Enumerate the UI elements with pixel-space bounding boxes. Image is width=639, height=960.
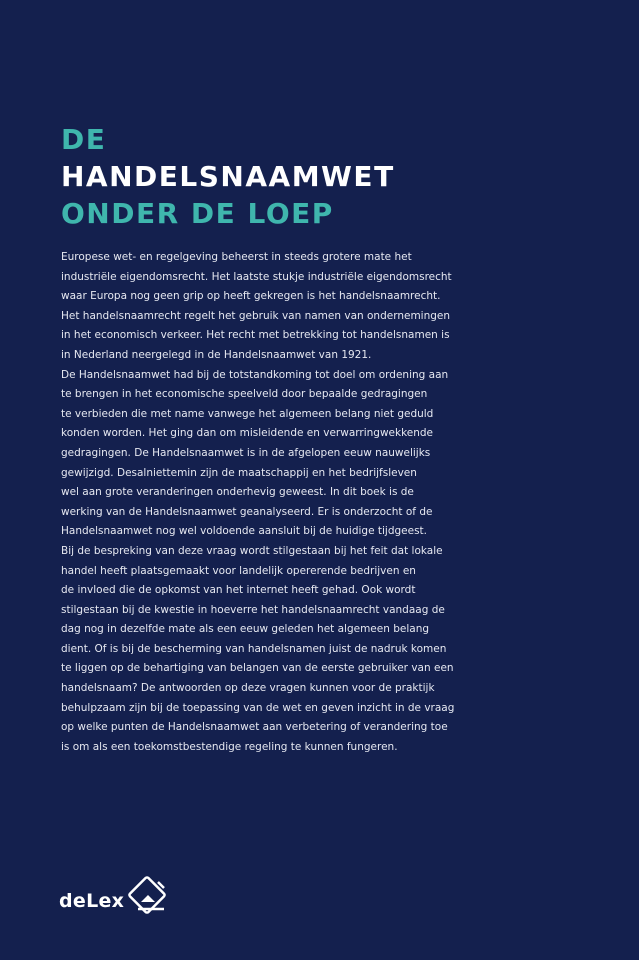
blurb-line: konden worden. Het ging dan om misleidende en verwarringwekkende [61, 427, 434, 440]
title-line-1: DE [61, 123, 107, 156]
delex-pen-icon [128, 876, 168, 916]
blurb-line: gedragingen. De Handelsnaamwet is in de afgelopen eeuw nauwelijks [61, 446, 431, 459]
title-line-2: HANDELSNAAMWET [61, 160, 395, 193]
blurb-line: wel aan grote veranderingen onderhevig geweest. In dit boek is de [61, 486, 414, 499]
blurb-line: handel heeft plaatsgemaakt voor landelijk opererende bedrijven en [61, 564, 416, 577]
blurb-line: in het economisch verkeer. Het recht met betrekking tot handelsnamen is [61, 329, 450, 342]
blurb-line: gewijzigd. Desalniettemin zijn de maatschappij en het bedrijfsleven [61, 466, 417, 479]
book-title [61, 121, 395, 232]
blurb-line: te brengen in het economische speelveld door bepaalde gedragingen [61, 388, 428, 401]
publisher-name: deLex [59, 890, 125, 912]
blurb-line: dient. Of is bij de bescherming van handelsnamen juist de nadruk komen [61, 642, 447, 655]
blurb-line: behulpzaam zijn bij de toepassing van de wet en geven inzicht in de vraag [61, 701, 455, 714]
blurb-line: te liggen op de behartiging van belangen van de eerste gebruiker van een [61, 662, 454, 675]
blurb-line: Europese wet- en regelgeving beheerst in steeds grotere mate het [61, 251, 412, 263]
blurb-line: De Handelsnaamwet had bij de totstandkoming tot doel om ordening aan [61, 368, 449, 381]
blurb-text [61, 248, 461, 757]
blurb-line: de invloed die de opkomst van het internet heeft gehad. Ook wordt [61, 584, 416, 597]
blurb-line: waar Europa nog geen grip op heeft gekregen is het handelsnaamrecht. [61, 290, 441, 303]
blurb-line: op welke punten de Handelsnaamwet aan verbetering of verandering toe [61, 721, 448, 734]
blurb-line: werking van de Handelsnaamwet geanalyseerd. Er is onderzocht of de [61, 505, 433, 518]
blurb-line: te verbieden die met name vanwege het algemeen belang niet geduld [61, 407, 434, 420]
blurb-line: is om als een toekomstbestendige regeling te kunnen fungeren. [61, 740, 398, 753]
publisher-logo [59, 876, 168, 916]
title-line-3: ONDER DE LOEP [61, 197, 334, 230]
blurb-line: dag nog in dezelfde mate als een eeuw geleden het algemeen belang [61, 623, 430, 636]
blurb-line: Bij de bespreking van deze vraag wordt stilgestaan bij het feit dat lokale [61, 544, 443, 557]
blurb-line: in Nederland neergelegd in de Handelsnaamwet van 1921. [61, 348, 372, 361]
blurb-line: handelsnaam? De antwoorden op deze vragen kunnen voor de praktijk [61, 682, 435, 695]
blurb-line: Handelsnaamwet nog wel voldoende aansluit bij de huidige tijdgeest. [61, 525, 427, 538]
blurb-line: industriële eigendomsrecht. Het laatste stukje industriële eigendomsrecht [61, 270, 452, 283]
blurb-line: Het handelsnaamrecht regelt het gebruik van namen van ondernemingen [61, 309, 451, 322]
blurb-line: stilgestaan bij de kwestie in hoeverre het handelsnaamrecht vandaag de [61, 603, 445, 616]
